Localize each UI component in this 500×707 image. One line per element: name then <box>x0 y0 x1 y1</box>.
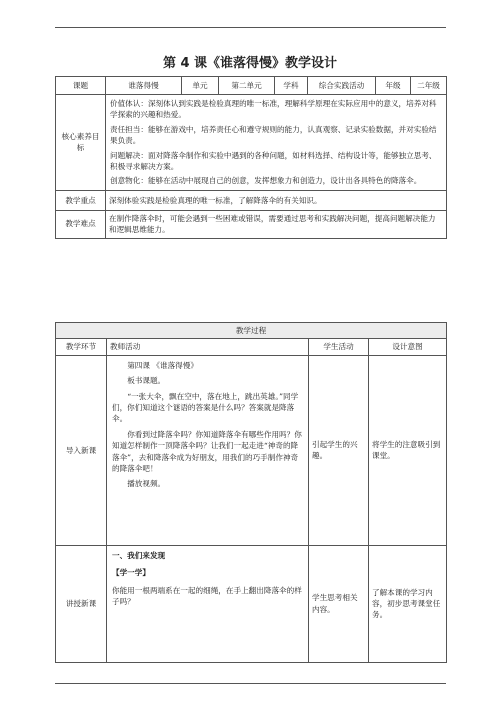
col-teacher: 教师活动 <box>107 339 309 355</box>
teacher-activity-intro <box>107 355 309 545</box>
goal-item: 价值体认：深刻体认到实践是检验真理的唯一标准，理解科学原理在实际应用中的意义，培养对科学探索的兴趣和热爱。 <box>110 99 437 120</box>
unit-value: 第二单元 <box>219 77 275 95</box>
col-student: 学生活动 <box>309 339 369 355</box>
bottom-rule <box>55 683 446 684</box>
teacher-activity-new <box>107 545 309 662</box>
page-title: 第 4 课《谁落得慢》教学设计 <box>162 56 338 71</box>
goal-item: 责任担当：能够在游戏中，培养责任心和遵守规则的能力，认真观察、记录实验数据，并对实验结果负责。 <box>110 124 437 146</box>
grade-value: 二年级 <box>411 77 447 95</box>
course-label: 课题 <box>56 77 106 95</box>
teacher-line: 第四课 《谁落得慢》 <box>127 360 198 370</box>
stage-intro: 导入新课 <box>56 355 107 545</box>
subject-label: 学科 <box>275 77 308 95</box>
intent-intro: 将学生的注意吸引到课堂。 <box>369 355 447 545</box>
intent-new: 了解本课的学习内容，初步思考课堂任务。 <box>369 545 447 662</box>
teacher-line: 你看到过降落伞吗？你知道降落伞有哪些作用吗？你知道怎样制作一顶降落伞吗？让我们一起走进“神奇的降落伞”，去和降落伞成为好朋友，用我们的巧手制作神奇的降落伞吧！ <box>112 429 302 473</box>
goals-label: 核心素养目标 <box>56 95 106 191</box>
key-point-text: 深刻体验实践是检验真理的唯一标准，了解降落伞的有关知识。 <box>106 190 447 210</box>
section-subheading: 【学一学】 <box>112 568 150 578</box>
key-point-label: 教学重点 <box>56 190 106 210</box>
student-activity-intro: 引起学生的兴趣。 <box>309 355 369 545</box>
teacher-line: 播放视频。 <box>127 479 166 489</box>
subject-value: 综合实践活动 <box>308 77 376 95</box>
process-header: 教学过程 <box>56 323 447 339</box>
goal-item: 创意物化：能够在活动中展现自己的创意，发挥想象力和创造力，设计出各具特色的降落伞。 <box>110 176 422 186</box>
goals-content <box>106 95 447 191</box>
teacher-line: 你能用一根两端系在一起的细绳，在手上翻出降落伞的样子吗？ <box>112 585 302 606</box>
difficulty-label: 教学难点 <box>56 210 106 238</box>
top-rule <box>55 27 446 28</box>
col-stage: 教学环节 <box>56 339 107 355</box>
teacher-line: 板书课题。 <box>127 376 166 386</box>
stage-new-lesson: 讲授新课 <box>56 545 107 662</box>
unit-label: 单元 <box>182 77 219 95</box>
course-value: 谁落得慢 <box>106 77 182 95</box>
info-table <box>55 76 447 239</box>
process-table <box>55 322 447 663</box>
col-intent: 设计意图 <box>369 339 447 355</box>
difficulty-text: 在制作降落伞时，可能会遇到一些困难或错误，需要通过思考和实践解决问题，提高问题解决能力和逻辑思维能力。 <box>106 210 447 238</box>
section-heading: 一、我们来发现 <box>112 550 166 560</box>
student-activity-new: 学生思考相关内容。 <box>309 545 369 662</box>
teacher-line: “一张大伞，飘在空中，落在地上，跳出英雄。”同学们，你们知道这个谜语的答案是什么吗？答案就是降落伞。 <box>112 391 299 424</box>
grade-label: 年级 <box>376 77 411 95</box>
goal-item: 问题解决：面对降落伞制作和实验中遇到的各种问题，如材料选择、结构设计等，能够独立思考、积极寻求解决方案。 <box>110 150 437 171</box>
